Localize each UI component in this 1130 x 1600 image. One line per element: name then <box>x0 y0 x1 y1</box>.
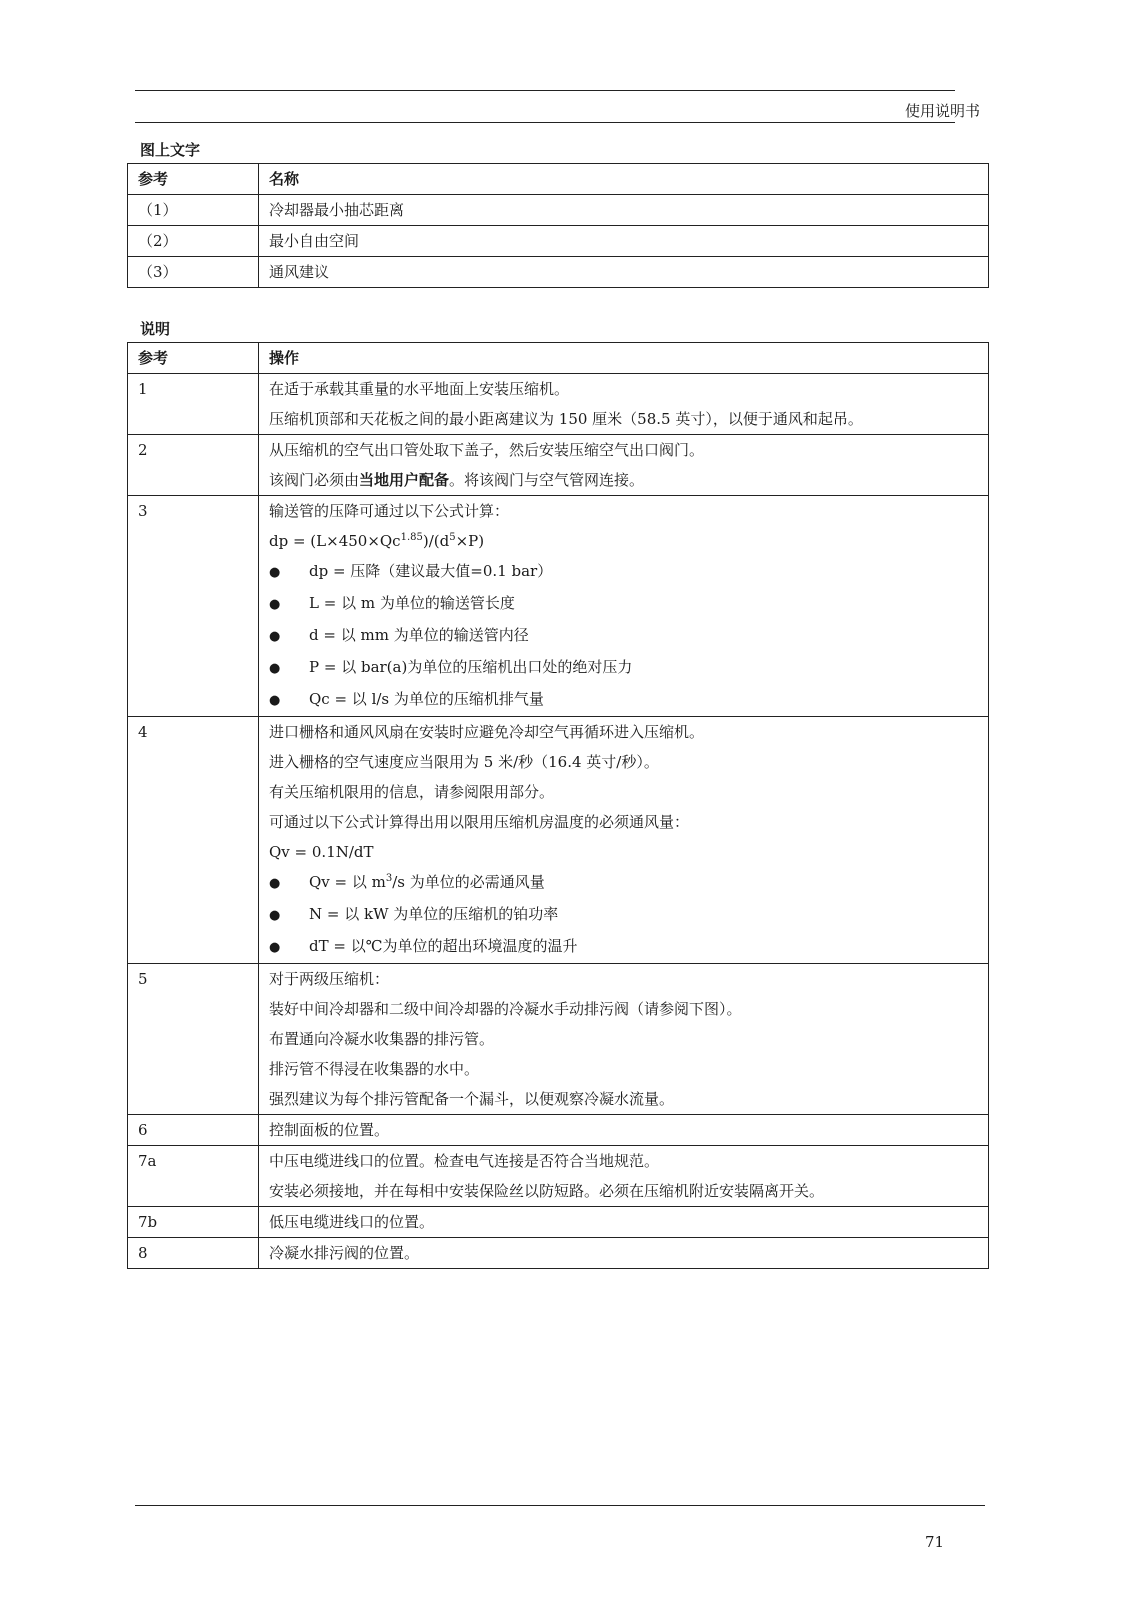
column-header-action: 操作 <box>259 343 989 374</box>
table-row <box>128 1238 989 1269</box>
emphasis-text: 当地用户配备 <box>359 471 450 489</box>
text-line: 对于两级压缩机： <box>269 970 390 988</box>
text-line: 输送管的压降可通过以下公式计算： <box>269 502 510 520</box>
bullet-text: d = 以 mm 为单位的输送管内径 <box>309 626 529 644</box>
text-line: 布置通向冷凝水收集器的排污管。 <box>269 1030 495 1048</box>
bullet-text: L = 以 m 为单位的输送管长度 <box>309 594 515 612</box>
text-line: 装好中间冷却器和二级中间冷却器的冷凝水手动排污阀（请参阅下图）。 <box>269 1000 742 1018</box>
row-ref: 6 <box>128 1115 259 1146</box>
row-content <box>259 374 989 435</box>
row-ref: 5 <box>128 964 259 1115</box>
description-title: 说明 <box>140 320 171 338</box>
row-ref: 7a <box>128 1146 259 1207</box>
bullet-item <box>269 902 978 928</box>
bullet-icon: ● <box>269 940 281 955</box>
row-ref: 1 <box>128 374 259 435</box>
bullet-text: Qv = 以 m <box>309 873 386 891</box>
header-rule-bottom <box>135 122 955 123</box>
text-line: 安装必须接地，并在每相中安装保险丝以防短路。必须在压缩机附近安装隔离开关。 <box>269 1182 825 1200</box>
footer-rule <box>135 1505 985 1506</box>
row-content <box>259 496 989 717</box>
formula-exponent: 1.85 <box>400 532 423 543</box>
text-line: 强烈建议为每个排污管配备一个漏斗，以便观察冷凝水流量。 <box>269 1090 675 1108</box>
table-header-row <box>128 343 989 374</box>
row-ref: 2 <box>128 435 259 496</box>
row-content <box>259 1115 989 1146</box>
bullet-item <box>269 934 978 960</box>
table-row <box>128 964 989 1115</box>
table-row <box>128 1115 989 1146</box>
table-header-row <box>128 164 989 195</box>
table-row <box>128 257 989 288</box>
row-ref: 7b <box>128 1207 259 1238</box>
text-line: 从压缩机的空气出口管处取下盖子，然后安装压缩空气出口阀门。 <box>269 441 705 459</box>
formula-part: dp = (L×450×Qc <box>269 532 401 550</box>
text-line: 低压电缆进线口的位置。 <box>269 1213 435 1231</box>
table-row <box>128 195 989 226</box>
figure-text-table <box>127 163 989 288</box>
text-line: 进口栅格和通风风扇在安装时应避免冷却空气再循环进入压缩机。 <box>269 723 705 741</box>
ventilation-formula: Qv = 0.1N/dT <box>269 843 374 861</box>
bullet-text: dT = 以℃为单位的超出环境温度的温升 <box>309 937 578 955</box>
bullet-text: Qc = 以 l/s 为单位的压缩机排气量 <box>309 690 544 708</box>
bullet-icon: ● <box>269 693 281 708</box>
text-line: 在适于承载其重量的水平地面上安装压缩机。 <box>269 380 570 398</box>
text-line <box>269 468 978 492</box>
row-content <box>259 717 989 964</box>
bullet-icon: ● <box>269 629 281 644</box>
bullet-text: N = 以 kW 为单位的压缩机的铂功率 <box>309 905 559 923</box>
text-segment: 。将该阀门与空气管网连接。 <box>449 471 645 489</box>
row-ref: 3 <box>128 496 259 717</box>
table-row <box>128 226 989 257</box>
bullet-icon: ● <box>269 661 281 676</box>
table-row <box>128 717 989 964</box>
pressure-drop-formula <box>269 529 978 553</box>
table-row <box>128 374 989 435</box>
text-line: 压缩机顶部和天花板之间的最小距离建议为 150 厘米（58.5 英寸），以便于通风和起吊。 <box>269 410 863 428</box>
text-segment: 该阀门必须由 <box>269 471 360 489</box>
row-ref: （1） <box>128 195 259 226</box>
bullet-text: P = 以 bar(a)为单位的压缩机出口处的绝对压力 <box>309 658 633 676</box>
text-line: 有关压缩机限用的信息，请参阅限用部分。 <box>269 783 555 801</box>
row-name: 最小自由空间 <box>259 226 989 257</box>
bullet-icon: ● <box>269 597 281 612</box>
bullet-item <box>269 559 978 585</box>
text-line: 中压电缆进线口的位置。检查电气连接是否符合当地规范。 <box>269 1152 660 1170</box>
formula-exponent: 5 <box>449 532 456 543</box>
table-row <box>128 496 989 717</box>
table-row <box>128 435 989 496</box>
row-content <box>259 1207 989 1238</box>
bullet-text: /s 为单位的必需通风量 <box>392 873 545 891</box>
row-name: 冷却器最小抽芯距离 <box>259 195 989 226</box>
text-line: 排污管不得浸在收集器的水中。 <box>269 1060 480 1078</box>
row-ref: （3） <box>128 257 259 288</box>
description-table <box>127 342 989 1269</box>
header-rule-top <box>135 90 955 91</box>
page-number: 71 <box>925 1533 945 1551</box>
row-content <box>259 1146 989 1207</box>
bullet-icon: ● <box>269 908 281 923</box>
row-content <box>259 435 989 496</box>
text-line: 可通过以下公式计算得出用以限用压缩机房温度的必须通风量： <box>269 813 690 831</box>
text-line: 冷凝水排污阀的位置。 <box>269 1244 420 1262</box>
figure-text-title: 图上文字 <box>140 141 201 159</box>
table-row <box>128 1146 989 1207</box>
row-content <box>259 964 989 1115</box>
column-header-name: 名称 <box>259 164 989 195</box>
text-line: 控制面板的位置。 <box>269 1121 390 1139</box>
row-ref: 4 <box>128 717 259 964</box>
bullet-item <box>269 591 978 617</box>
bullet-icon: ● <box>269 565 281 580</box>
table-row <box>128 1207 989 1238</box>
column-header-ref: 参考 <box>128 343 259 374</box>
bullet-text: dp = 压降（建议最大值=0.1 bar） <box>309 562 553 580</box>
unit-exponent: 3 <box>385 873 393 884</box>
formula-part: ×P) <box>455 532 485 550</box>
bullet-item <box>269 687 978 713</box>
row-ref: （2） <box>128 226 259 257</box>
row-name: 通风建议 <box>259 257 989 288</box>
bullet-item <box>269 870 978 896</box>
bullet-item <box>269 655 978 681</box>
row-content <box>259 1238 989 1269</box>
formula-part: )/(d <box>422 532 450 550</box>
row-ref: 8 <box>128 1238 259 1269</box>
column-header-ref: 参考 <box>128 164 259 195</box>
text-line: 进入栅格的空气速度应当限用为 5 米/秒（16.4 英寸/秒）。 <box>269 753 659 771</box>
header-label: 使用说明书 <box>904 102 980 120</box>
bullet-item <box>269 623 978 649</box>
bullet-icon: ● <box>269 876 281 891</box>
